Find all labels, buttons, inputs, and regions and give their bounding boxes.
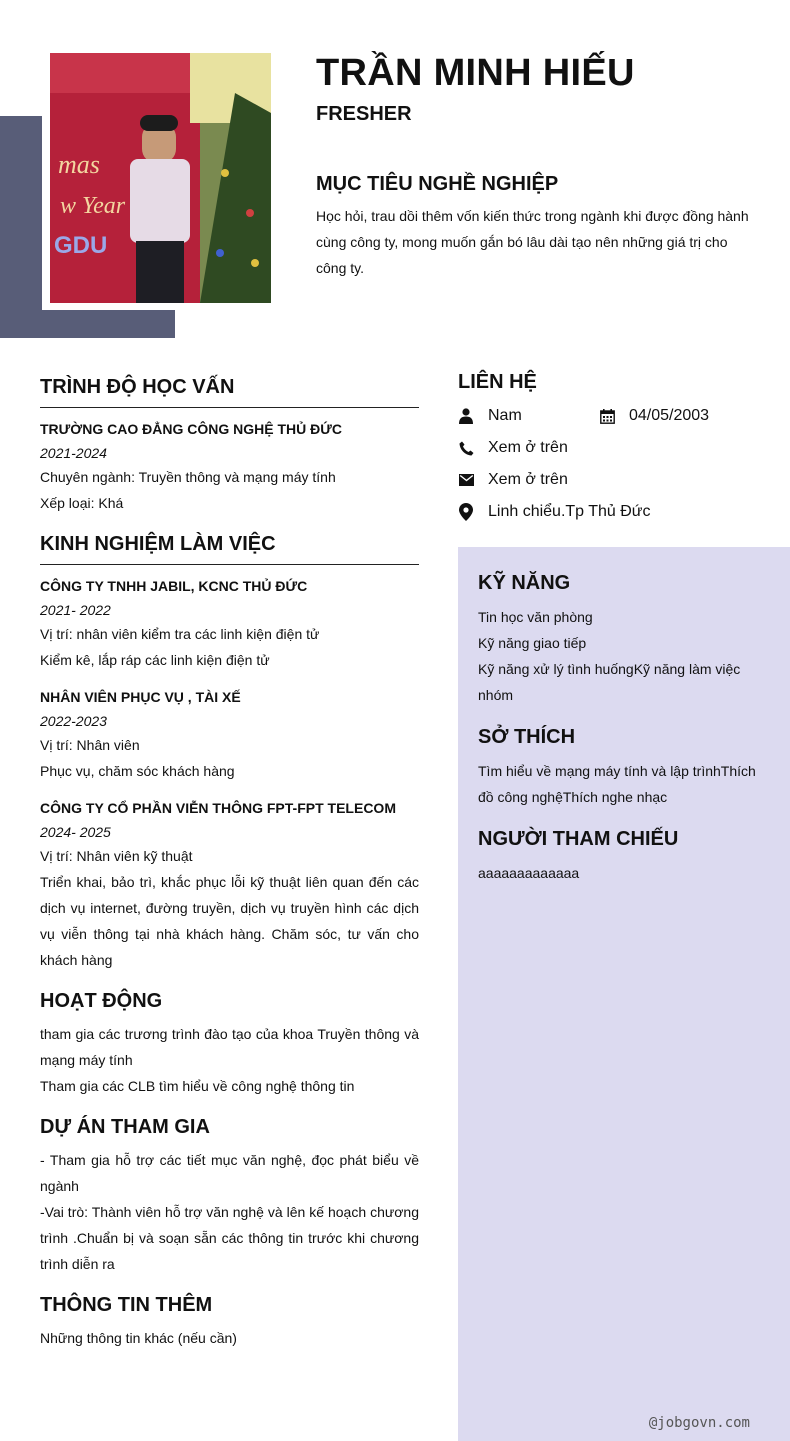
experience-company: NHÂN VIÊN PHỤC VỤ , TÀI XẾ xyxy=(40,689,241,705)
school-name: TRƯỜNG CAO ĐẲNG CÔNG NGHỆ THỦ ĐỨC xyxy=(40,421,342,437)
experience-item xyxy=(40,795,419,973)
experience-role: Vị trí: Nhân viên xyxy=(40,737,140,753)
svg-text:GDU: GDU xyxy=(54,232,108,259)
skill-item: Kỹ năng xử lý tình huốngKỹ năng làm việc nhóm xyxy=(478,661,741,703)
watermark: @jobgovn.com xyxy=(648,1415,750,1431)
contact-gender xyxy=(458,404,522,428)
right-panel xyxy=(458,547,790,1441)
activity-line: tham gia các trương trình đào tạo của khoa Truyền thông và mạng máy tính xyxy=(40,1026,419,1068)
experience-item xyxy=(40,573,419,673)
hobbies-text: Tìm hiểu về mạng máy tính và lập trìnhThích đồ công nghệThích nghe nhạc xyxy=(478,763,756,805)
education-section xyxy=(40,373,419,516)
additional-title: THÔNG TIN THÊM xyxy=(40,1294,213,1316)
skill-item: Kỹ năng giao tiếp xyxy=(478,635,587,651)
svg-text:w Year: w Year xyxy=(60,193,126,219)
projects-section xyxy=(40,1113,419,1277)
profile-photo xyxy=(50,53,271,303)
person-icon xyxy=(458,408,474,424)
activities-title: HOẠT ĐỘNG xyxy=(40,990,163,1012)
education-title: TRÌNH ĐỘ HỌC VẤN xyxy=(40,373,419,408)
left-column xyxy=(40,373,419,1365)
experience-title: KINH NGHIỆM LÀM VIỆC xyxy=(40,530,419,565)
education-major: Chuyên ngành: Truyền thông và mạng máy tính xyxy=(40,469,336,485)
candidate-name: TRẦN MINH HIẾU xyxy=(316,52,635,94)
experience-years: 2021- 2022 xyxy=(40,602,111,618)
contact-dob xyxy=(599,404,709,428)
experience-desc: Kiểm kê, lắp ráp các linh kiện điện tử xyxy=(40,652,270,668)
calendar-icon xyxy=(599,408,615,424)
contact-address xyxy=(458,500,651,524)
references-title: NGƯỜI THAM CHIẾU xyxy=(478,828,679,850)
skills-section xyxy=(478,568,758,708)
phone-value: Xem ở trên xyxy=(488,439,568,456)
experience-item xyxy=(40,684,419,784)
phone-icon xyxy=(458,440,474,456)
candidate-position: FRESHER xyxy=(316,103,412,125)
project-line: -Vai trò: Thành viên hỗ trợ văn nghệ và lên kế hoạch chương trình .Chuẩn bị và soạn sẵn các thông tin trước khi chương trình diễn ra xyxy=(40,1204,419,1272)
skills-title: KỸ NĂNG xyxy=(478,572,571,594)
experience-desc: Triển khai, bảo trì, khắc phục lỗi kỹ thuật liên quan đến các dịch vụ internet, đường truyền, dịch vụ truyền hình các dịch vụ viễn thông tại nhà khách hàng. Chăm sóc, tư vấn cho khách hàng xyxy=(40,874,419,968)
experience-years: 2024- 2025 xyxy=(40,824,111,840)
location-pin-icon xyxy=(458,504,474,520)
references-text: aaaaaaaaaaaaa xyxy=(478,865,580,881)
dob-value: 04/05/2003 xyxy=(629,407,710,424)
references-section xyxy=(478,824,758,886)
experience-desc: Phục vụ, chăm sóc khách hàng xyxy=(40,763,235,779)
svg-text:mas: mas xyxy=(58,150,100,179)
additional-section xyxy=(40,1291,419,1351)
education-grade: Xếp loại: Khá xyxy=(40,495,124,511)
activity-line: Tham gia các CLB tìm hiểu về công nghệ thông tin xyxy=(40,1078,355,1094)
gender-value: Nam xyxy=(488,407,522,424)
email-value: Xem ở trên xyxy=(488,471,568,488)
contact-title: LIÊN HỆ xyxy=(458,371,537,393)
experience-section xyxy=(40,530,419,973)
education-years: 2021-2024 xyxy=(40,445,107,461)
activities-section xyxy=(40,987,419,1099)
project-line: - Tham gia hỗ trợ các tiết mục văn nghệ, đọc phát biểu về ngành xyxy=(40,1152,419,1194)
experience-company: CÔNG TY TNHH JABIL, KCNC THỦ ĐỨC xyxy=(40,578,308,594)
projects-title: DỰ ÁN THAM GIA xyxy=(40,1116,210,1138)
contact-phone xyxy=(458,436,568,460)
hobbies-section xyxy=(478,722,758,810)
experience-years: 2022-2023 xyxy=(40,713,107,729)
experience-role: Vị trí: Nhân viên kỹ thuật xyxy=(40,848,193,864)
additional-text: Những thông tin khác (nếu cần) xyxy=(40,1330,237,1346)
experience-role: Vị trí: nhân viên kiểm tra các linh kiện điện tử xyxy=(40,626,320,642)
contact-email xyxy=(458,468,568,492)
right-panel-content xyxy=(478,568,758,900)
skill-item: Tin học văn phòng xyxy=(478,609,593,625)
mail-icon xyxy=(458,472,474,488)
objective-title: MỤC TIÊU NGHỀ NGHIỆP xyxy=(316,173,559,195)
address-value: Linh chiểu.Tp Thủ Đức xyxy=(488,503,651,520)
objective-text: Học hỏi, trau dồi thêm vốn kiến thức trong ngành khi được đồng hành cùng công ty, mong muốn gắn bó lâu dài tạo nên những giá trị cho công ty. xyxy=(316,208,749,276)
hobbies-title: SỞ THÍCH xyxy=(478,726,576,748)
experience-company: CÔNG TY CỔ PHẦN VIỄN THÔNG FPT-FPT TELECOM xyxy=(40,800,396,816)
